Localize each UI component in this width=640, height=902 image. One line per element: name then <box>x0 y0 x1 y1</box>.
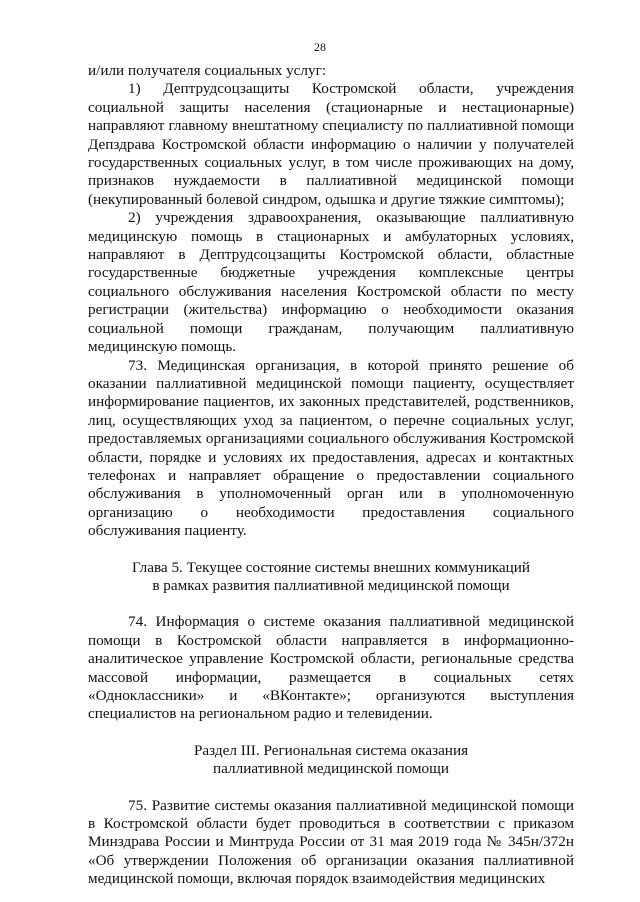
paragraph-item-2: 2) учреждения здравоохранения, оказывающие паллиативную медицинскую помощь в стационарных и амбулаторных условиях, направляют в Дептрудсоцзащиты Костромской области, областные государственные бюджетные учреждения комплексные центры социального обслуживания населения Костромской области по месту регистрации (жительства) информацию о необходимости оказания социальной помощи гражданам, получающим паллиативную медицинскую помощь. <box>88 209 574 356</box>
chapter-heading-line-1: Глава 5. Текущее состояние системы внешних коммуникаций <box>131 558 531 576</box>
document-body <box>88 62 574 889</box>
section-heading-line-2: паллиативной медицинской помощи <box>213 760 449 778</box>
paragraph-item-1: 1) Дептрудсоцзащиты Костромской области, учреждения социальной защиты населения (стационарные и нестационарные) направляют главному внештатному специалисту по паллиативной помощи Депздрава Костромской области информацию о наличии у получателей государственных социальных услуг, в том числе проживающих на дому, признаков нуждаемости в паллиативной медицинской помощи (некупированный болевой синдром, одышка и другие тяжкие симптомы); <box>88 80 574 208</box>
section-heading-line-1: Раздел III. Региональная система оказания <box>193 741 469 759</box>
paragraph-74: 74. Информация о системе оказания паллиативной медицинской помощи в Костромской области направляется в информационно-аналитическое управление Костромской области, региональные средства массовой информации, размещается в социальных сетях «Одноклассники» и «ВКонтакте»; организуются выступления специалистов на региональном радио и телевидении. <box>88 613 574 723</box>
paragraph-75: 75. Развитие системы оказания паллиативной медицинской помощи в Костромской области будет проводиться в соответствии с приказом Минздрава России и Минтруда России от 31 мая 2019 года № 345н/372н «Об утверждении Положения об организации оказания паллиативной медицинской помощи, включая порядок взаимодействия медицинских <box>88 796 574 888</box>
section-heading <box>88 742 574 779</box>
chapter-heading <box>88 559 574 596</box>
paragraph-73: 73. Медицинская организация, в которой принято решение об оказании паллиативной медицинской помощи пациенту, осуществляет информирование пациентов, их законных представителей, родственников, лиц, осуществляющих уход за пациентом, о перечне социальных услуг, предоставляемых организациями социального обслуживания Костромской области, порядке и условиях их предоставления, адресах и контактных телефонах и направляет обращение о предоставлении социального обслуживания в уполномоченный орган или в уполномоченную организацию о необходимости предоставления социального обслуживания пациенту. <box>88 356 574 540</box>
chapter-heading-line-2: в рамках развития паллиативной медицинской помощи <box>152 576 510 594</box>
paragraph-intro-continuation: и/или получателя социальных услуг: <box>88 62 327 79</box>
page-number: 28 <box>314 40 326 54</box>
